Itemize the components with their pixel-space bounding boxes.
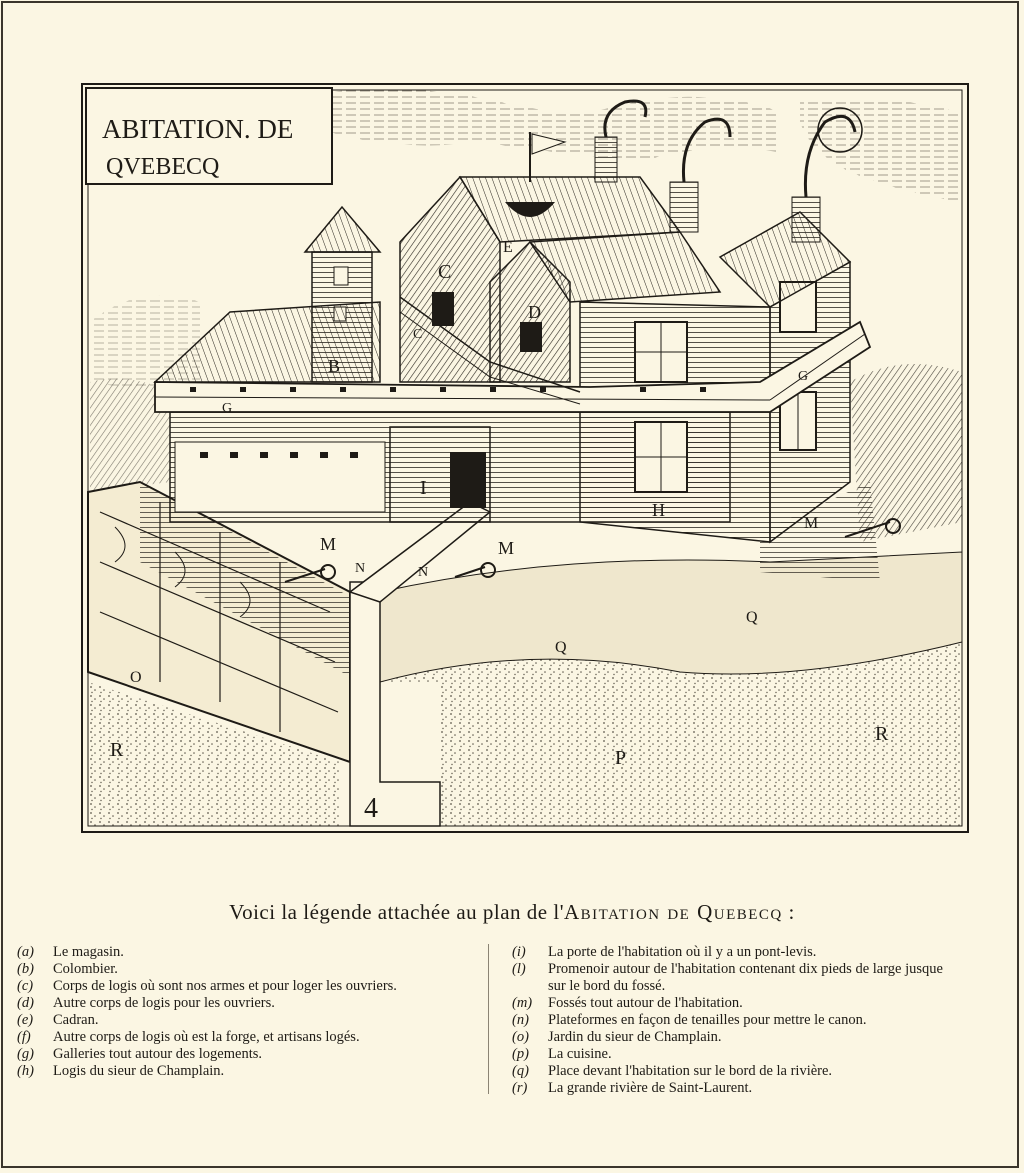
letter-m1: M bbox=[320, 534, 337, 554]
legend-text: Place devant l'habitation sur le bord de la rivière. bbox=[548, 1063, 833, 1079]
letter-e: E bbox=[503, 239, 513, 256]
cartouche-line1: ABITATION. DE bbox=[102, 114, 294, 144]
legend-key: (d) bbox=[17, 995, 34, 1011]
legend-text: Jardin du sieur de Champlain. bbox=[548, 1029, 722, 1045]
legend-text: La cuisine. bbox=[548, 1046, 612, 1062]
legend-left-column bbox=[17, 944, 477, 1080]
legend-text: Corps de logis où sont nos armes et pour loger les ouvriers. bbox=[53, 978, 397, 994]
legend-caption-suffix: : bbox=[782, 900, 795, 924]
letter-r2: R bbox=[875, 723, 889, 745]
letter-h: H bbox=[652, 500, 665, 520]
legend-item bbox=[17, 995, 477, 1012]
legend-item bbox=[17, 944, 477, 961]
legend-key: (n) bbox=[512, 1012, 529, 1028]
legend-key: (p) bbox=[512, 1046, 529, 1062]
legend-key: (m) bbox=[512, 995, 533, 1011]
legend-item bbox=[512, 1046, 962, 1063]
legend-text: Cadran. bbox=[53, 1012, 99, 1028]
legend-key: (l) bbox=[512, 961, 526, 977]
legend-text: Le magasin. bbox=[53, 944, 124, 960]
letter-d: D bbox=[528, 302, 541, 322]
legend-key: (b) bbox=[17, 961, 34, 977]
legend-item bbox=[512, 1063, 962, 1080]
legend-item bbox=[512, 944, 962, 961]
title-cartouche bbox=[86, 88, 332, 184]
legend-text: Fossés tout autour de l'habitation. bbox=[548, 995, 743, 1011]
letter-q2: Q bbox=[746, 609, 758, 626]
legend-item bbox=[512, 1012, 962, 1029]
legend-text: Autre corps de logis pour les ouvriers. bbox=[53, 995, 275, 1011]
legend-item bbox=[17, 1012, 477, 1029]
legend-text: Logis du sieur de Champlain. bbox=[53, 1063, 225, 1079]
legend-item bbox=[512, 995, 962, 1012]
letter-c: C bbox=[438, 261, 452, 283]
legend-key: (i) bbox=[512, 944, 526, 960]
habitation-engraving bbox=[80, 82, 970, 834]
legend-item bbox=[17, 978, 477, 995]
letter-r1: R bbox=[110, 739, 124, 761]
legend-item bbox=[17, 961, 477, 978]
legend-key: (g) bbox=[17, 1046, 34, 1062]
legend-right-column bbox=[512, 944, 962, 1097]
engraving-svg bbox=[80, 82, 970, 834]
legend-key: (c) bbox=[17, 978, 34, 994]
legend-text: Plateformes en façon de tenailles pour mettre le canon. bbox=[548, 1012, 867, 1028]
letter-q1: Q bbox=[555, 639, 567, 656]
legend-item bbox=[512, 1029, 962, 1046]
legend-text: Colombier. bbox=[53, 961, 118, 977]
legend-key: (a) bbox=[17, 944, 34, 960]
legend-item bbox=[17, 1063, 477, 1080]
letter-o: O bbox=[130, 669, 142, 686]
letter-g2: G bbox=[798, 369, 809, 384]
legend-key: (r) bbox=[512, 1080, 528, 1096]
legend-item bbox=[512, 1080, 962, 1097]
cartouche-line2: QVEBECQ bbox=[106, 154, 220, 180]
letter-m2: M bbox=[498, 538, 515, 558]
letter-n1: N bbox=[355, 561, 366, 576]
legend-key: (q) bbox=[512, 1063, 529, 1079]
letter-n2: N bbox=[418, 565, 429, 580]
legend-key: (o) bbox=[512, 1029, 529, 1045]
legend-key: (f) bbox=[17, 1029, 31, 1045]
legend-key: (e) bbox=[17, 1012, 34, 1028]
legend-text: Autre corps de logis où est la forge, et artisans logés. bbox=[53, 1029, 360, 1045]
legend-item bbox=[512, 961, 962, 995]
gate-door bbox=[450, 452, 486, 508]
legend-text: Galleries tout autour des logements. bbox=[53, 1046, 262, 1062]
legend-column-divider bbox=[488, 944, 489, 1094]
legend-text: La porte de l'habitation où il y a un pont-levis. bbox=[548, 944, 817, 960]
legend-caption-name: Abitation de Quebecq bbox=[563, 900, 783, 924]
plate-number: 4 bbox=[364, 793, 378, 824]
letter-m3: M bbox=[804, 515, 819, 532]
legend-key: (h) bbox=[17, 1063, 34, 1079]
letter-i: I bbox=[420, 477, 427, 499]
legend-item bbox=[17, 1046, 477, 1063]
legend-caption-prefix: Voici la légende attachée au plan de l' bbox=[229, 900, 564, 924]
legend-text: Promenoir autour de l'habitation contenant dix pieds de large jusque sur le bord du fossé. bbox=[548, 961, 943, 994]
legend-text: La grande rivière de Saint-Laurent. bbox=[548, 1080, 753, 1096]
legend-caption bbox=[0, 900, 1024, 925]
legend-item bbox=[17, 1029, 477, 1046]
letter-p: P bbox=[615, 747, 627, 769]
letter-g1: G bbox=[222, 401, 233, 416]
letter-b: B bbox=[328, 356, 341, 376]
letter-c2: C bbox=[413, 327, 423, 342]
